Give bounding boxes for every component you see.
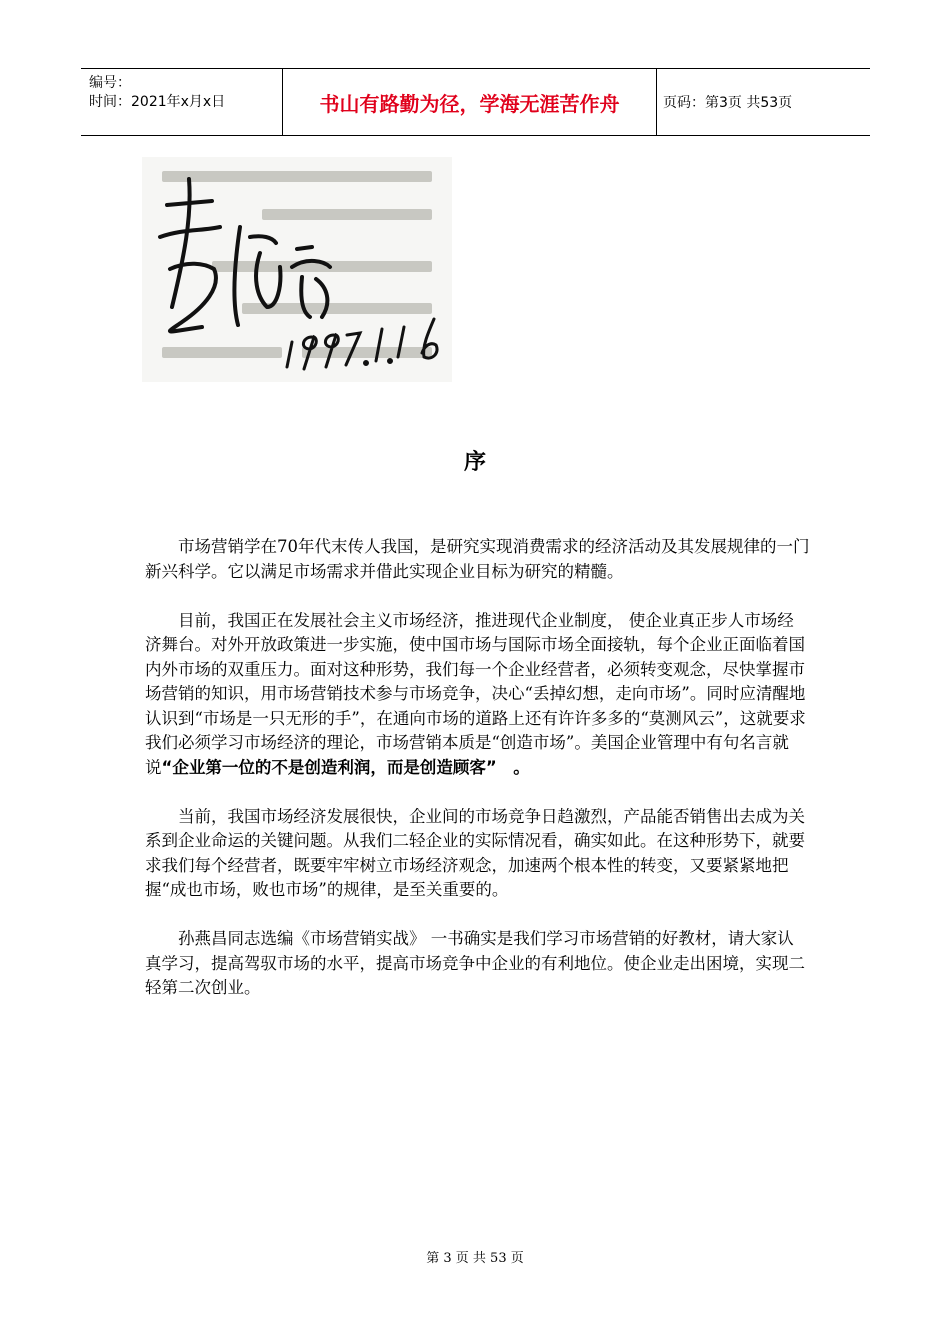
paragraph-text: 市场营销学在70年代末传人我国，是研究实现消费需求的经济活动及其发展规律的一门新兴科学。它以满足市场需求并借此实现企业目标为研究的精髓。: [145, 537, 810, 581]
header-page-info: 页码：第3页 共53页: [663, 95, 793, 111]
paragraph-text: 当前，我国市场经济发展很快，企业间的市场竞争日趋激烈，产品能否销售出去成为关系到企业命运的关键问题。从我们二轻企业的实际情况看，确实如此。在这种形势下，就要求我们每个经营者，既要牢牢树立市场经济观念，加速两个根本性的转变，又要紧紧地把握“成也市场，败也市场”的规律，是至关重要的。: [145, 806, 805, 899]
paragraph: [145, 927, 810, 1001]
signature-date-strokes: [287, 319, 437, 369]
paragraph: [145, 609, 810, 781]
paragraph: [145, 805, 810, 903]
document-number-label: 编号：: [89, 75, 131, 91]
preface-body: [145, 535, 810, 1025]
document-title: 序: [463, 450, 486, 475]
header-meta: [81, 69, 283, 135]
paragraph: [145, 535, 810, 584]
page-header: [81, 68, 870, 136]
paragraph-text: 目前，我国正在发展社会主义市场经济，推进现代企业制度， 使企业真正步人市场经济舞台。对外开放政策进一步实施，使中国市场与国际市场全面接轨，每个企业正面临着国内外市场的双重压力。面对这种形势，我们每一个企业经营者，必须转变观念，尽快掌握市场营销的知识，用市场营销技术参与市场竞争，决心“丢掉幻想，走向市场”。同时应清醒地认识到“市场是一只无形的手”，在通向市场的道路上还有许许多多的“莫测风云”，这就要求我们必须学习市场经济的理论，市场营销本质是“创造市场”。美国企业管理中有句名言就说: [145, 610, 806, 777]
paragraph-text: 孙燕昌同志选编《市场营销实战》 一书确实是我们学习市场营销的好教材，请大家认真学习，提高驾驭市场的水平，提高市场竞争中企业的有利地位。使企业走出困境，实现二轻第二次创业。: [145, 929, 805, 997]
header-motto: 书山有路勤为径，学海无涯苦作舟: [283, 69, 657, 135]
signature-image: [142, 157, 452, 382]
document-date: 时间：2021年x月x日: [89, 94, 226, 110]
page-footer: 第 3 页 共 53 页: [426, 1251, 524, 1266]
paragraph-bold-quote: “企业第一位的不是创造利润，而是创造顾客” 。: [161, 757, 530, 777]
